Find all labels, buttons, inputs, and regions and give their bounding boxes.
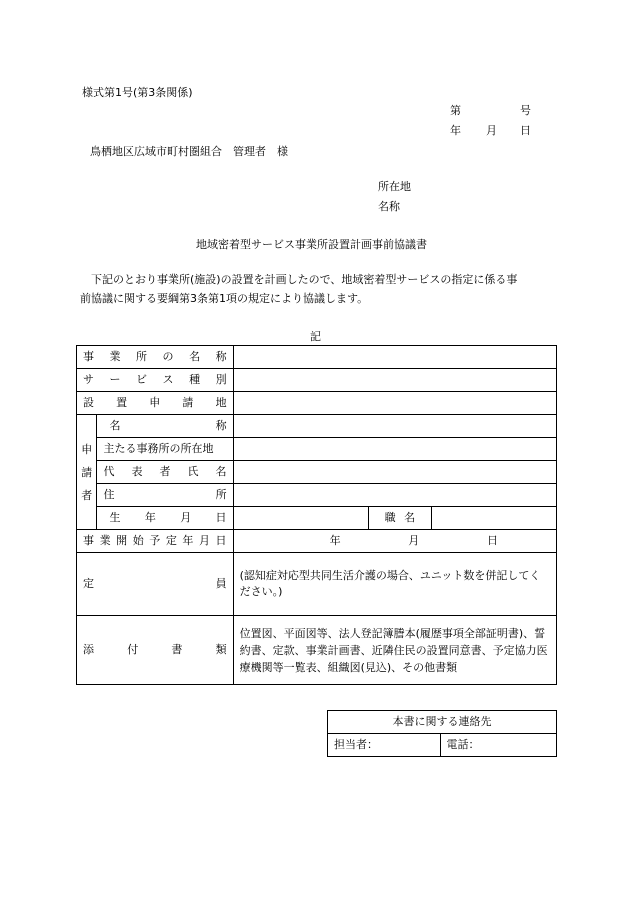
start-date-char: 予 — [149, 534, 161, 547]
doc-number-suffix: 号 — [520, 104, 531, 117]
start-date-label — [77, 530, 234, 553]
application-table — [76, 345, 557, 685]
body-line-1: 下記のとおり事業所(施設)の設置を計画したので、地域密着型サービスの指定に係る事 — [91, 273, 518, 286]
start-year: 年 — [329, 534, 341, 547]
applicant-address-label: 所在地 — [378, 180, 411, 193]
ki-label: 記 — [310, 330, 321, 343]
attachments-input[interactable] — [233, 616, 556, 685]
capacity-input[interactable] — [233, 553, 556, 616]
start-date-char: 定 — [165, 534, 177, 547]
doc-number-prefix: 第 — [450, 104, 461, 117]
main-office-input[interactable] — [233, 438, 556, 461]
applicant-name-input[interactable] — [233, 415, 556, 438]
office-name-input[interactable] — [233, 346, 556, 369]
location-label — [77, 392, 234, 415]
residence-label: 住 所 — [97, 484, 233, 507]
representative-label: 代 表 者 氏 名 — [97, 461, 233, 484]
service-type-label — [77, 369, 234, 392]
document-title: 地域密着型サービス事業所設置計画事前協議書 — [196, 238, 427, 251]
body-text — [80, 270, 560, 308]
contact-heading: 本書に関する連絡先 — [328, 711, 557, 734]
capacity-note: (認知症対応型共同生活介護の場合、ユニット数を併記してください。) — [239, 569, 541, 598]
position-input[interactable] — [432, 507, 557, 530]
start-date-char: 年 — [182, 534, 194, 547]
location-chars: 設 置 申 請 地 — [83, 396, 227, 409]
start-date-char: 開 — [116, 534, 128, 547]
start-day: 日 — [486, 534, 498, 547]
applicant-name-label: 名称 — [378, 200, 400, 213]
service-type-input[interactable] — [233, 369, 556, 392]
start-date-input[interactable] — [233, 530, 556, 553]
attachments-label: 添 付 書 類 — [77, 616, 234, 685]
office-name-chars: 事 業 所 の 名 称 — [83, 350, 227, 363]
start-date-char: 日 — [215, 534, 227, 547]
attachments-note: 位置図、平面図等、法人登記簿謄本(履歴事項全部証明書)、誓約書、定款、事業計画書、近隣住民の設置同意書、予定協力医療機関等一覧表、組織図(見込)、その他書類 — [239, 626, 548, 674]
date-year: 年 — [450, 124, 461, 137]
service-type-chars: サ ー ビ ス 種 別 — [83, 373, 227, 386]
applicant-name-label: 名 称 — [97, 415, 233, 438]
start-month: 月 — [408, 534, 420, 547]
residence-input[interactable] — [233, 484, 556, 507]
contact-table — [327, 710, 557, 757]
form-number: 様式第1号(第3条関係) — [82, 86, 193, 99]
start-date-chars — [83, 534, 227, 548]
representative-input[interactable] — [233, 461, 556, 484]
applicant-group-label: 申 請 者 — [77, 415, 97, 530]
start-date-char: 業 — [99, 534, 111, 547]
date-day: 日 — [520, 124, 531, 137]
birth-label: 生 年 月 日 — [97, 507, 233, 530]
position-label: 職 名 — [368, 507, 431, 530]
start-date-char: 月 — [198, 534, 210, 547]
main-office-label: 主たる事務所の所在地 — [97, 438, 233, 461]
start-date-char: 始 — [132, 534, 144, 547]
start-date-char: 事 — [83, 534, 94, 547]
location-input[interactable] — [233, 392, 556, 415]
date-month: 月 — [486, 124, 497, 137]
capacity-label: 定 員 — [77, 553, 234, 616]
contact-person[interactable]: 担当者： — [328, 734, 441, 757]
body-line-2: 前協議に関する要綱第3条第1項の規定により協議します。 — [80, 292, 369, 305]
addressee: 鳥栖地区広域市町村圏組合 管理者 様 — [90, 145, 288, 158]
contact-phone[interactable]: 電話： — [440, 734, 557, 757]
office-name-label — [77, 346, 234, 369]
birth-input[interactable] — [233, 507, 368, 530]
